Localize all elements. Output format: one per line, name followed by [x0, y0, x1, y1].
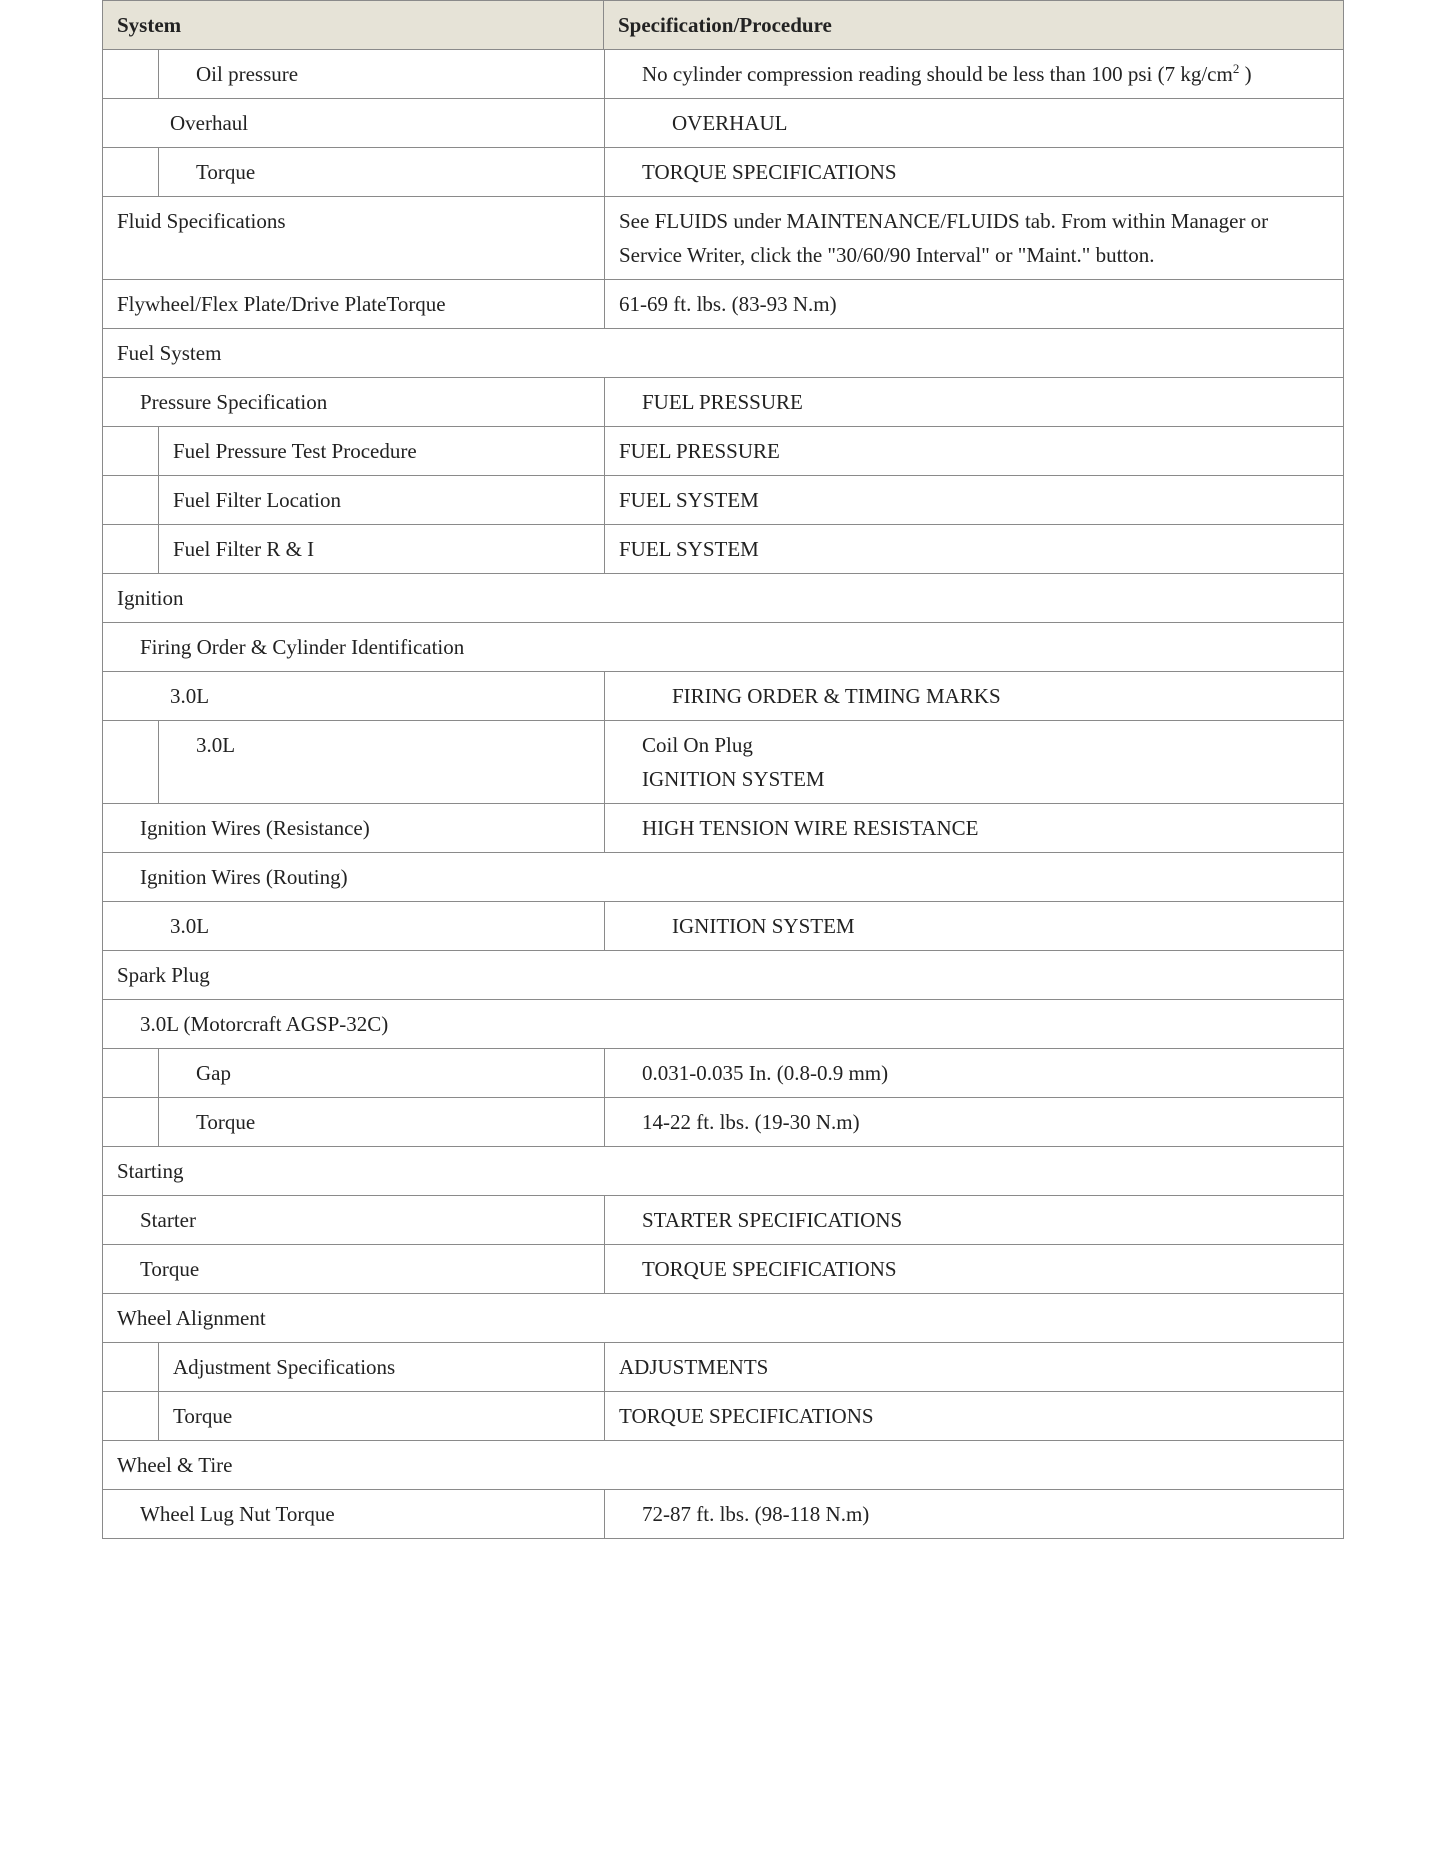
table-row	[102, 1049, 1344, 1098]
spec-value: 72-87 ft. lbs. (98-118 N.m)	[642, 1502, 870, 1526]
system-label: 3.0L	[196, 733, 236, 757]
system-label: Fuel Pressure Test Procedure	[173, 439, 417, 463]
section-label: Firing Order & Cylinder Identification	[140, 635, 465, 659]
spec-link[interactable]: FUEL SYSTEM	[619, 537, 759, 561]
system-label: Fuel Filter Location	[173, 488, 341, 512]
system-label: Ignition Wires (Resistance)	[140, 816, 370, 840]
system-label: 3.0L	[170, 914, 210, 938]
section-label: Ignition Wires (Routing)	[140, 865, 348, 889]
section-label: Starting	[117, 1159, 184, 1183]
system-label: Oil pressure	[196, 62, 299, 86]
table-row	[102, 804, 1344, 853]
spec-line: Coil On Plug	[642, 733, 753, 757]
section-label: 3.0L (Motorcraft AGSP-32C)	[140, 1012, 389, 1036]
table-row	[102, 1245, 1344, 1294]
table-header	[102, 0, 1344, 50]
spec-link[interactable]: TORQUE SPECIFICATIONS	[619, 1404, 874, 1428]
table-row	[102, 1392, 1344, 1441]
table-row	[102, 1098, 1344, 1147]
spec-table	[102, 0, 1344, 1539]
system-label: Starter	[140, 1208, 196, 1232]
section-row	[102, 329, 1344, 378]
table-row	[102, 427, 1344, 476]
table-row	[102, 1196, 1344, 1245]
system-label: Gap	[196, 1061, 231, 1085]
section-row	[102, 1294, 1344, 1343]
spec-link[interactable]: FUEL PRESSURE	[619, 439, 780, 463]
spec-value: 0.031-0.035 In. (0.8-0.9 mm)	[642, 1061, 889, 1085]
table-row	[102, 148, 1344, 197]
table-row	[102, 672, 1344, 721]
spec-link[interactable]: OVERHAUL	[672, 111, 788, 135]
spec-value: 14-22 ft. lbs. (19-30 N.m)	[642, 1110, 860, 1134]
system-label: Overhaul	[170, 111, 249, 135]
section-row	[102, 951, 1344, 1000]
table-row	[102, 280, 1344, 329]
section-row	[102, 853, 1344, 902]
spec-link[interactable]: IGNITION SYSTEM	[642, 767, 825, 791]
table-row	[102, 1343, 1344, 1392]
table-row	[102, 50, 1344, 99]
table-row	[102, 902, 1344, 951]
spec-link[interactable]: FIRING ORDER & TIMING MARKS	[672, 684, 1001, 708]
system-label: Torque	[173, 1404, 233, 1428]
system-label: Torque	[196, 160, 256, 184]
table-row	[102, 99, 1344, 148]
table-row	[102, 197, 1344, 280]
system-label: Pressure Specification	[140, 390, 328, 414]
table-row	[102, 525, 1344, 574]
section-label: Spark Plug	[117, 963, 210, 987]
section-row	[102, 623, 1344, 672]
system-label: Wheel Lug Nut Torque	[140, 1502, 335, 1526]
system-label: Flywheel/Flex Plate/Drive PlateTorque	[117, 292, 446, 316]
spec-value: 61-69 ft. lbs. (83-93 N.m)	[619, 292, 837, 316]
table-row	[102, 721, 1344, 804]
spec-link[interactable]: HIGH TENSION WIRE RESISTANCE	[642, 816, 979, 840]
spec-link[interactable]: FUEL PRESSURE	[642, 390, 803, 414]
table-row	[102, 378, 1344, 427]
system-label: Fuel Filter R & I	[173, 537, 315, 561]
spec-link[interactable]: TORQUE SPECIFICATIONS	[642, 1257, 897, 1281]
section-label: Fuel System	[117, 341, 222, 365]
section-row	[102, 1147, 1344, 1196]
header-system: System	[103, 1, 604, 49]
system-label: Torque	[140, 1257, 200, 1281]
section-row	[102, 574, 1344, 623]
section-label: Wheel & Tire	[117, 1453, 233, 1477]
system-label: Adjustment Specifications	[173, 1355, 396, 1379]
spec-value: No cylinder compression reading should be less than 100 psi (7 $kg/cm^2$ )	[642, 61, 1252, 86]
section-row	[102, 1441, 1344, 1490]
section-label: Ignition	[117, 586, 184, 610]
header-spec: Specification/Procedure	[618, 13, 832, 37]
section-row	[102, 1000, 1344, 1049]
spec-link[interactable]: IGNITION SYSTEM	[672, 914, 855, 938]
spec-value	[605, 721, 1343, 803]
spec-link[interactable]: STARTER SPECIFICATIONS	[642, 1208, 903, 1232]
system-label: 3.0L	[170, 684, 210, 708]
table-row	[102, 476, 1344, 525]
section-label: Wheel Alignment	[117, 1306, 266, 1330]
system-label: Torque	[196, 1110, 256, 1134]
spec-link[interactable]: ADJUSTMENTS	[619, 1355, 769, 1379]
system-label: Fluid Specifications	[117, 209, 286, 233]
spec-link[interactable]: FUEL SYSTEM	[619, 488, 759, 512]
table-row	[102, 1490, 1344, 1539]
spec-link[interactable]: TORQUE SPECIFICATIONS	[642, 160, 897, 184]
spec-value: See FLUIDS under MAINTENANCE/FLUIDS tab. From within Manager or Service Writer, click the "30/60/90 Interval" or "Maint." button.	[619, 209, 1269, 267]
